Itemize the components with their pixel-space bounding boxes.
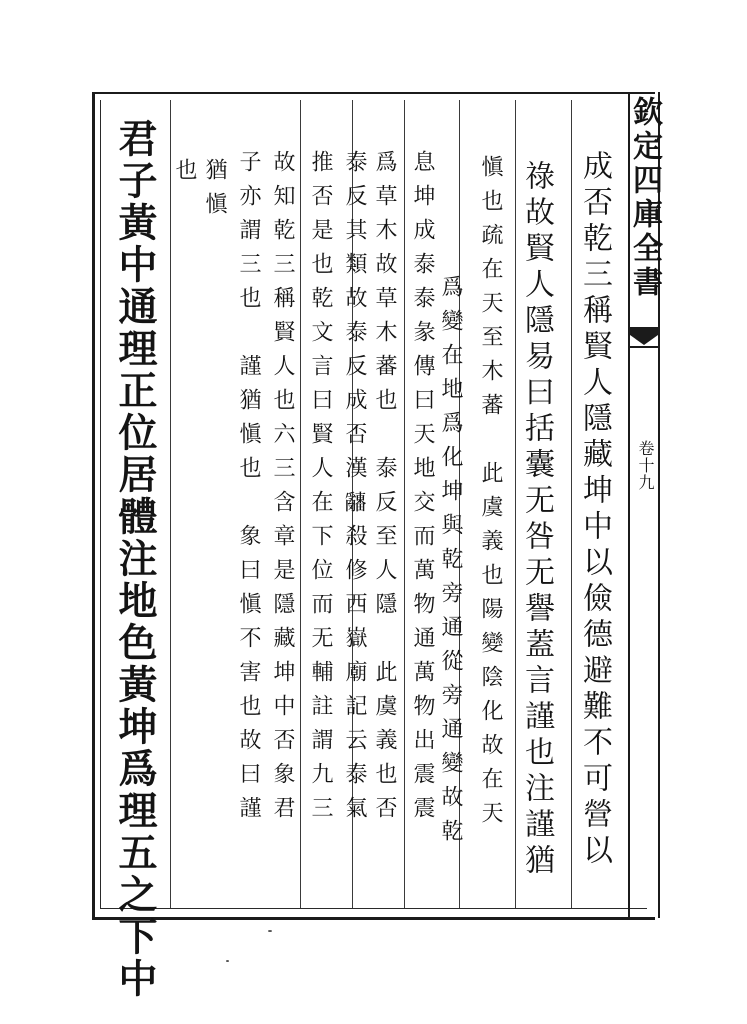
commentary-column-3: 息坤成泰泰彖傳曰天地交而萬物通萬物出震震: [410, 150, 435, 830]
library-title: 欽定四庫全書: [627, 96, 662, 300]
paper-speck: [226, 960, 229, 962]
column-rule: [404, 100, 405, 908]
text-column-1: 成否乾三稱賢人隱藏坤中以儉德避難不可營以: [577, 150, 612, 870]
column-rule: [170, 100, 171, 908]
commentary-column-1: 愼也疏在天至木蕃 此虞義也陽變陰化故在天: [478, 155, 503, 835]
commentary-column-4: 爲草木故草木蕃也 泰反至人隱 此虞義也否: [372, 150, 397, 830]
commentary-column-6: 推否是也乾文言曰賢人在下位而无輔註謂九三: [308, 150, 333, 830]
column-rule: [571, 100, 572, 908]
column-rule: [300, 100, 301, 908]
fish-tail-ornament-icon: [628, 325, 660, 355]
text-column-2: 祿故賢人隱易曰括囊无咎无譽蓋言謹也注謹猶: [519, 160, 554, 880]
commentary-column-9: 猶愼: [202, 158, 227, 226]
main-text-column: 君子黃中通理正位居體注地色黃坤爲理五之下中: [112, 118, 158, 1000]
commentary-column-10: 也: [172, 158, 197, 192]
commentary-column-2: 爲變在地爲化坤與乾旁通從旁通變故乾: [438, 275, 463, 853]
column-rule: [515, 100, 516, 908]
commentary-column-5: 泰反其類故泰反成否漢𤕌殺修西嶽廟記云泰氣: [342, 150, 367, 830]
volume-label: 卷十九: [636, 440, 655, 491]
commentary-column-8: 子亦謂三也 謹猶愼也 象曰愼不害也故曰謹: [236, 150, 261, 830]
paper-speck: [268, 930, 272, 932]
commentary-column-7: 故知乾三稱賢人也六三含章是隱藏坤中否象君: [270, 150, 295, 830]
